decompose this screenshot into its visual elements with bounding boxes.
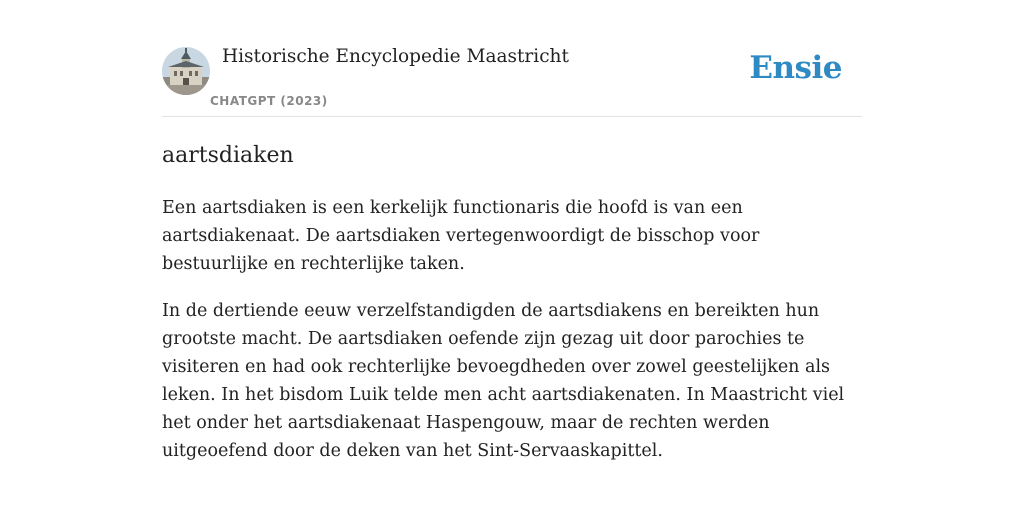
header [162, 0, 862, 117]
page-container [162, 0, 862, 484]
article-title: aartsdiaken [162, 143, 294, 168]
article-body [162, 194, 862, 465]
site-title[interactable]: Historische Encyclopedie Maastricht [222, 46, 569, 67]
brand-logo[interactable]: Ensie [749, 50, 842, 86]
paragraph: In de dertiende eeuw verzelfstandigden de aartsdiakens en bereikten hun grootste macht. De aartsdiaken oefende zijn gezag uit door parochies te visiteren en had ook rechterlijke bevoegdheden over zowel geestelijken als leken. In het bisdom Luik telde men acht aartsdiakenaten. In Maastricht viel het onder het aartsdiakenaat Haspengouw, maar de rechten werden uitgeoefend door de deken van het Sint-Servaaskapittel. [162, 301, 845, 461]
byline: CHATGPT (2023) [210, 94, 328, 108]
paragraph: Een aartsdiaken is een kerkelijk functionaris die hoofd is van een aartsdiakenaat. De aartsdiaken vertegenwoordigt de bisschop voor bestuurlijke en rechterlijke taken. [162, 198, 760, 274]
town-hall-building-icon[interactable] [162, 47, 210, 95]
